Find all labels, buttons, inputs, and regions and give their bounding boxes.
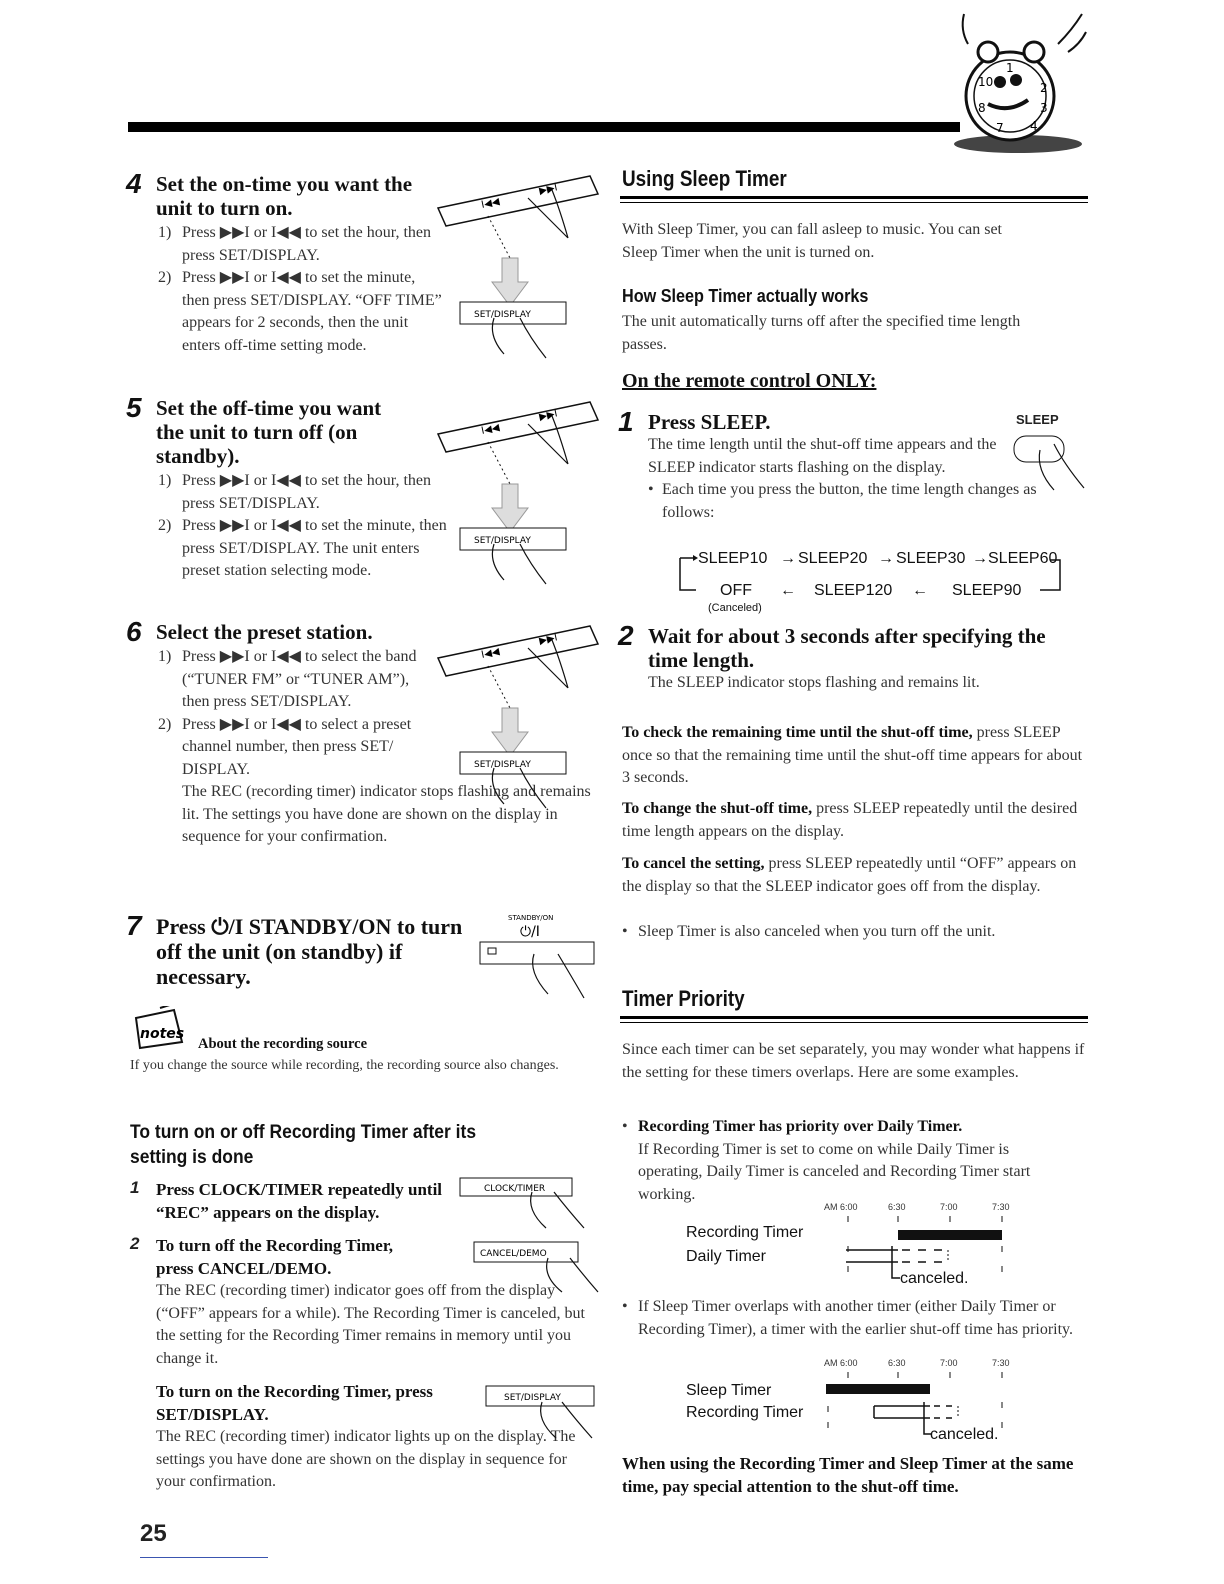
step-7 [126, 910, 470, 989]
set-display-illustration [482, 1382, 598, 1442]
clock-timer-illustration [454, 1172, 594, 1232]
recording-timer-bar [898, 1230, 1002, 1240]
row-label: Recording Timer [686, 1224, 804, 1241]
step-number: 1 [618, 406, 634, 437]
svg-text:I◀◀: I◀◀ [480, 196, 501, 211]
svg-text:8: 8 [978, 101, 986, 115]
row-label: Sleep Timer [686, 1382, 772, 1399]
section-rule [620, 196, 1088, 199]
sleep-option: SLEEP60 [988, 550, 1058, 567]
section-rule [620, 202, 1088, 203]
tick-label: 7:00 [940, 1202, 958, 1212]
tick-label: 7:30 [992, 1358, 1010, 1368]
svg-text:CLOCK/TIMER: CLOCK/TIMER [484, 1184, 546, 1194]
row-label: Recording Timer [686, 1404, 804, 1421]
notes-icon [130, 1006, 190, 1052]
tick-label: 6:30 [888, 1358, 906, 1368]
change-paragraph: To change the shut-off time, press SLEEP repeatedly until the desired time length appears on the display. [622, 800, 1078, 840]
how-text: The unit automatically turns off after the specified time length passes. [622, 313, 1021, 353]
sleep-option: OFF [720, 582, 752, 599]
step-title: Wait for about 3 seconds after specifying the time length. [648, 624, 1046, 672]
priority-warning: When using the Recording Timer and Sleep Timer at the same time, pay special attention to the shut-off time. [622, 1454, 1074, 1496]
canceled-note: canceled. [930, 1426, 999, 1443]
svg-text:3: 3 [1040, 101, 1048, 115]
list-item: 1) Press ▶▶I or I◀◀ to set the hour, then press SET/DISPLAY. [158, 472, 431, 512]
step-text: The SLEEP indicator stops flashing and remains lit. [648, 674, 980, 691]
svg-text:STANDBY/ON: STANDBY/ON [508, 914, 554, 922]
rec-item-2: 2 To turn off the Recording Timer, press CANCEL/DEMO. The REC (recording timer) indicator goes off from the display (“OFF” appears for a while). The Recording Timer is canceled, but the setting for the Recording Timer remains in memory until you change it. [130, 1234, 585, 1367]
step-4 [126, 168, 442, 357]
step-number: 4 [126, 168, 142, 199]
step-title: Set the off-time you want the unit to turn off (on standby). [156, 396, 382, 468]
section-title-sleep: Using Sleep Timer [622, 166, 787, 191]
svg-text:▶▶I: ▶▶I [538, 408, 559, 423]
alarm-clock-icon [948, 4, 1098, 156]
sleep-option: SLEEP90 [952, 582, 1022, 599]
priority-intro: Since each timer can be set separately, you may wonder what happens if the setting for these timers overlaps. Here are some examples. [622, 1041, 1085, 1081]
svg-text:10: 10 [978, 75, 994, 89]
step-number: 6 [126, 616, 142, 647]
sleep-option: SLEEP120 [814, 582, 893, 599]
tick-label: 7:00 [940, 1358, 958, 1368]
priority-bullet-1: • Recording Timer has priority over Daily Timer. If Recording Timer is set to come on while Daily Timer is operating, Daily Timer is canceled and Recording Timer start working. [622, 1118, 1031, 1203]
tick-label: AM 6:00 [824, 1202, 858, 1212]
page-number: 25 [140, 1520, 167, 1547]
set-display-illustration [420, 618, 610, 828]
sleep-step-2 [618, 620, 1084, 695]
sleep-option: SLEEP20 [798, 550, 868, 567]
svg-text:SET/DISPLAY: SET/DISPLAY [474, 760, 531, 770]
priority-bullet-2: • If Sleep Timer overlaps with another timer (either Daily Timer or Recording Timer), a timer with the earlier shut-off time has priority. [622, 1298, 1074, 1338]
tick-label: 6:30 [888, 1202, 906, 1212]
how-title: How Sleep Timer actually works [622, 286, 869, 306]
svg-text:SET/DISPLAY: SET/DISPLAY [474, 536, 531, 546]
tick-label: AM 6:00 [824, 1358, 858, 1368]
list-item: 1) Press ▶▶I or I◀◀ to select the band (“TUNER FM” or “TUNER AM”), then press SET/DISPLAY. [158, 648, 417, 710]
step-number: 2 [618, 620, 634, 651]
rec-turn-on: To turn on the Recording Timer, press SET/DISPLAY. The REC (recording timer) indicator lights up on the display. The settings you have done are shown on the display in sequence for your confirmation. [156, 1382, 576, 1490]
svg-text:1: 1 [1006, 61, 1014, 75]
step-title: Set the on-time you want the unit to turn on. [156, 172, 413, 220]
standby-illustration [470, 910, 600, 1010]
notes-heading: About the recording source [198, 1036, 368, 1052]
header-rule [128, 122, 960, 132]
svg-text:4: 4 [1030, 119, 1038, 133]
list-item: 2) Press ▶▶I or I◀◀ to set the minute, then press SET/DISPLAY. The unit enters preset station selecting mode. [158, 517, 447, 579]
check-paragraph: To check the remaining time until the shut-off time, press SLEEP once so that the remaining time until the shut-off time appears for about 3 seconds. [622, 724, 1083, 786]
svg-text:⏻/I: ⏻/I [520, 924, 540, 940]
svg-text:▶▶I: ▶▶I [538, 182, 559, 197]
svg-text:I◀◀: I◀◀ [480, 422, 501, 437]
svg-text:SET/DISPLAY: SET/DISPLAY [504, 1393, 561, 1403]
row-label: Daily Timer [686, 1248, 767, 1265]
timeline-chart-1 [686, 1196, 1086, 1292]
step-note: The REC (recording timer) indicator stops flashing and remains lit. The settings you have done are shown on the display in sequence for your confirmation. [182, 783, 591, 845]
step-title: Press SLEEP. [648, 410, 771, 434]
sleep-intro: With Sleep Timer, you can fall asleep to music. You can set Sleep Timer when the unit is turned on. [622, 221, 1002, 261]
svg-text:▶▶I: ▶▶I [538, 632, 559, 647]
sleep-button-label: SLEEP [1016, 412, 1059, 427]
tick-label: 7:30 [992, 1202, 1010, 1212]
set-display-illustration [420, 168, 610, 378]
svg-text:I◀◀: I◀◀ [480, 646, 501, 661]
svg-text:2: 2 [1040, 81, 1048, 95]
step-text: The time length until the shut-off time appears and the SLEEP indicator starts flashing on the display. [648, 436, 997, 476]
list-item: 1) Press ▶▶I or I◀◀ to set the hour, then press SET/DISPLAY. [158, 224, 431, 264]
set-display-illustration [420, 394, 610, 604]
step-5 [126, 392, 447, 583]
step-title: Press ⏻/I STANDBY/ON to turn off the unit (on standby) if necessary. [156, 914, 463, 989]
step-number: 5 [126, 392, 142, 423]
sleep-sequence: SLEEP10 → SLEEP20 → SLEEP30 → SLEEP60 OFF ← SLEEP120 ← SLEEP90 (Canceled) [676, 550, 1096, 620]
page-number-rule [140, 1557, 268, 1558]
list-item: 2) Press ▶▶I or I◀◀ to set the minute, then press SET/DISPLAY. “OFF TIME” appears for 2 seconds, then the unit enters off-time setting mode. [158, 269, 442, 354]
canceled-label: (Canceled) [708, 602, 762, 614]
notes-text: If you change the source while recording, the recording source also changes. [130, 1058, 559, 1073]
cancel-bullet: • Sleep Timer is also canceled when you turn off the unit. [622, 923, 996, 940]
remote-only-label: On the remote control ONLY: [622, 370, 877, 392]
section-rule [620, 1016, 1088, 1019]
list-item: • Each time you press the button, the time length changes as follows: [648, 481, 1037, 521]
svg-text:CANCEL/DEMO: CANCEL/DEMO [480, 1249, 547, 1259]
list-item: 2) Press ▶▶I or I◀◀ to select a preset channel number, then press SET/ DISPLAY. [158, 715, 412, 778]
section-rule [620, 1022, 1088, 1023]
step-title: Select the preset station. [156, 620, 373, 644]
cancel-demo-illustration [470, 1234, 600, 1294]
svg-text:SET/DISPLAY: SET/DISPLAY [474, 310, 531, 320]
svg-text:7: 7 [996, 121, 1004, 135]
step-number: 7 [126, 910, 142, 941]
cancel-paragraph: To cancel the setting, press SLEEP repeatedly until “OFF” appears on the display so that the SLEEP indicator goes off from the display. [622, 855, 1077, 895]
sleep-option: SLEEP30 [896, 550, 966, 567]
sleep-button-illustration [1010, 428, 1090, 498]
rec-item-1: 1 Press CLOCK/TIMER repeatedly until “REC” appears on the display. [130, 1178, 443, 1222]
canceled-note: canceled. [900, 1270, 969, 1287]
sleep-timer-bar [826, 1384, 930, 1394]
section-title-priority: Timer Priority [622, 986, 745, 1011]
svg-text:notes: notes [140, 1026, 185, 1042]
section-title-recording: To turn on or off Recording Timer after its setting is done [130, 1122, 477, 1168]
sleep-option: SLEEP10 [698, 550, 768, 567]
timeline-chart-2 [686, 1352, 1086, 1448]
